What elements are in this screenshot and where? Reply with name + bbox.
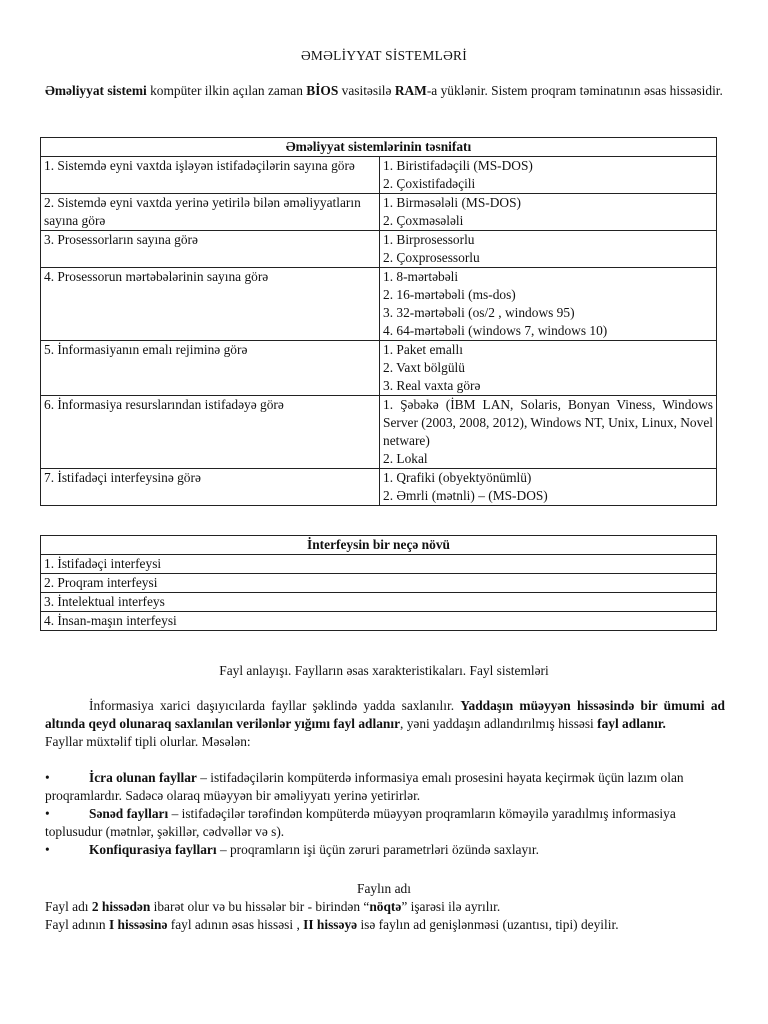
classification-item: 1. Birməsələli (MS-DOS) <box>383 195 521 210</box>
classification-item: 2. 16-mərtəbəli (ms-dos) <box>383 287 516 302</box>
filename-text: fayl adının əsas hissəsi , <box>167 917 304 932</box>
file-type-name: Sənəd faylları <box>89 806 169 821</box>
bullet-icon: • <box>45 806 50 821</box>
file-definition-paragraph <box>45 697 725 751</box>
file-types-list <box>45 769 725 859</box>
classification-item: 2. Vaxt bölgülü <box>383 360 465 375</box>
filename-text: ” işarəsi ilə ayrılır. <box>401 899 501 914</box>
filename-bold: II hissəyə <box>303 917 358 932</box>
filename-text: isə faylın ad genişlənməsi (uzantısı, tipi) deyilir. <box>357 917 619 932</box>
classification-criterion: 6. İnformasiya resurslarından istifadəyə görə <box>41 396 380 469</box>
file-def-bold: fayl adlanır. <box>597 716 666 731</box>
classification-item: 1. Şəbəkə (İBM LAN, Solaris, Bonyan Viness, Windows Server (2003, 2008, 2012), Windows NT, Unix, Linux, Novel netware) <box>383 397 713 448</box>
file-type-description: – istifadəçilər tərəfindən kompüterdə müəyyən proqramların köməyilə yaradılmış informasiya toplusudur (mətnlər, şəkillər, cədvəllər və s). <box>45 806 676 839</box>
file-def-text: İnformasiya xarici daşıyıcılarda fayllar şəklində yadda saxlanılır. <box>89 698 461 713</box>
interface-row <box>41 612 717 631</box>
interface-item: 3. İntelektual interfeys <box>41 593 717 612</box>
interface-item: 1. İstifadəçi interfeysi <box>41 555 717 574</box>
file-type-name: Konfiqurasiya faylları <box>89 842 217 857</box>
classification-item: 1. Biristifadəçili (MS-DOS) <box>383 158 533 173</box>
intro-text: kompüter ilkin açılan zaman <box>146 83 307 98</box>
classification-table-body <box>41 157 717 506</box>
file-types-intro: Fayllar müxtəlif tipli olurlar. Məsələn: <box>45 734 251 749</box>
classification-row <box>41 268 717 341</box>
file-type-item <box>45 805 725 841</box>
interface-table-header: İnterfeysin bir neçə növü <box>41 536 717 555</box>
filename-text: ibarət olur və bu hissələr bir - birindən “ <box>150 899 370 914</box>
filename-bold: 2 hissədən <box>91 899 151 914</box>
classification-item: 1. Birprosessorlu <box>383 232 475 247</box>
intro-term: Əməliyyat sistemi <box>45 83 147 98</box>
intro-bios: BİOS <box>306 83 339 98</box>
bullet-icon: • <box>45 770 50 785</box>
page-title: ƏMƏLİYYAT SİSTEMLƏRİ <box>300 48 468 63</box>
filename-text: Fayl adının <box>45 917 109 932</box>
classification-item: 2. Əmrli (mətnli) – (MS-DOS) <box>383 488 548 503</box>
classification-items <box>380 194 717 231</box>
classification-item: 1. Qrafiki (obyektyönümlü) <box>383 470 532 485</box>
file-def-bold: Yaddaşın müəyyən hissəsində bir ümumi ad altında qeyd olunaraq saxlanılan verilənlər yığımı fayl adlanır <box>45 698 725 731</box>
classification-criterion: 1. Sistemdə eyni vaxtda işləyən istifadəçilərin sayına görə <box>41 157 380 194</box>
classification-table <box>40 137 717 506</box>
classification-items <box>380 268 717 341</box>
interface-row <box>41 593 717 612</box>
classification-item: 2. Çoxməsələli <box>383 213 464 228</box>
filename-bold: I hissəsinə <box>108 917 168 932</box>
classification-item: 2. Çoxistifadəçili <box>383 176 476 191</box>
classification-criterion: 5. İnformasiyanın emalı rejiminə görə <box>41 341 380 396</box>
file-type-item <box>45 841 725 859</box>
classification-row <box>41 341 717 396</box>
classification-items <box>380 469 717 506</box>
filename-text: Fayl adı <box>45 899 92 914</box>
filename-bold: nöqtə <box>369 899 402 914</box>
classification-row <box>41 469 717 506</box>
interface-item: 2. Proqram interfeysi <box>41 574 717 593</box>
file-type-name: İcra olunan fayllar <box>89 770 197 785</box>
interface-table <box>40 535 717 631</box>
file-type-item <box>45 769 725 805</box>
file-type-description: – proqramların işi üçün zəruri parametrləri özündə saxlayır. <box>216 842 539 857</box>
classification-criterion: 3. Prosessorların sayına görə <box>41 231 380 268</box>
classification-criterion: 7. İstifadəçi interfeysinə görə <box>41 469 380 506</box>
classification-item: 2. Çoxprosessorlu <box>383 250 480 265</box>
filename-heading: Faylın adı <box>357 881 411 896</box>
bullet-icon: • <box>45 842 50 857</box>
file-def-text: , yəni yaddaşın adlandırılmış hissəsi <box>400 716 598 731</box>
file-section-heading: Fayl anlayışı. Faylların əsas xarakteristikaları. Fayl sistemləri <box>219 663 549 678</box>
classification-item: 1. Paket emallı <box>383 342 463 357</box>
classification-row <box>41 231 717 268</box>
file-type-description: – istifadəçilərin kompüterdə informasiya emalı prosesini həyata keçirmək üçün lazım olan proqramlardır. Sadəcə olaraq müəyyən bir əməliyyatı yerinə yetirirlər. <box>45 770 684 803</box>
classification-item: 3. 32-mərtəbəli (os/2 , windows 95) <box>383 305 575 320</box>
intro-ram: RAM <box>394 83 427 98</box>
classification-row <box>41 396 717 469</box>
classification-items <box>380 341 717 396</box>
classification-item: 1. 8-mərtəbəli <box>383 269 459 284</box>
classification-item: 2. Lokal <box>383 451 428 466</box>
intro-paragraph <box>45 82 723 100</box>
filename-paragraph <box>45 898 725 934</box>
interface-item: 4. İnsan-maşın interfeysi <box>41 612 717 631</box>
classification-item: 4. 64-mərtəbəli (windows 7, windows 10) <box>383 323 608 338</box>
interface-row <box>41 574 717 593</box>
classification-items <box>380 396 717 469</box>
intro-text: -a yüklənir. Sistem proqram təminatının əsas hissəsidir. <box>426 83 723 98</box>
classification-items <box>380 157 717 194</box>
interface-table-body <box>41 555 717 631</box>
interface-row <box>41 555 717 574</box>
classification-table-header: Əməliyyat sistemlərinin təsnifatı <box>41 138 717 157</box>
intro-text: vasitəsilə <box>338 83 395 98</box>
classification-row <box>41 157 717 194</box>
classification-row <box>41 194 717 231</box>
classification-items <box>380 231 717 268</box>
classification-criterion: 4. Prosessorun mərtəbələrinin sayına görə <box>41 268 380 341</box>
classification-criterion: 2. Sistemdə eyni vaxtda yerinə yetirilə bilən əməliyyatların sayına görə <box>41 194 380 231</box>
classification-item: 3. Real vaxta görə <box>383 378 481 393</box>
